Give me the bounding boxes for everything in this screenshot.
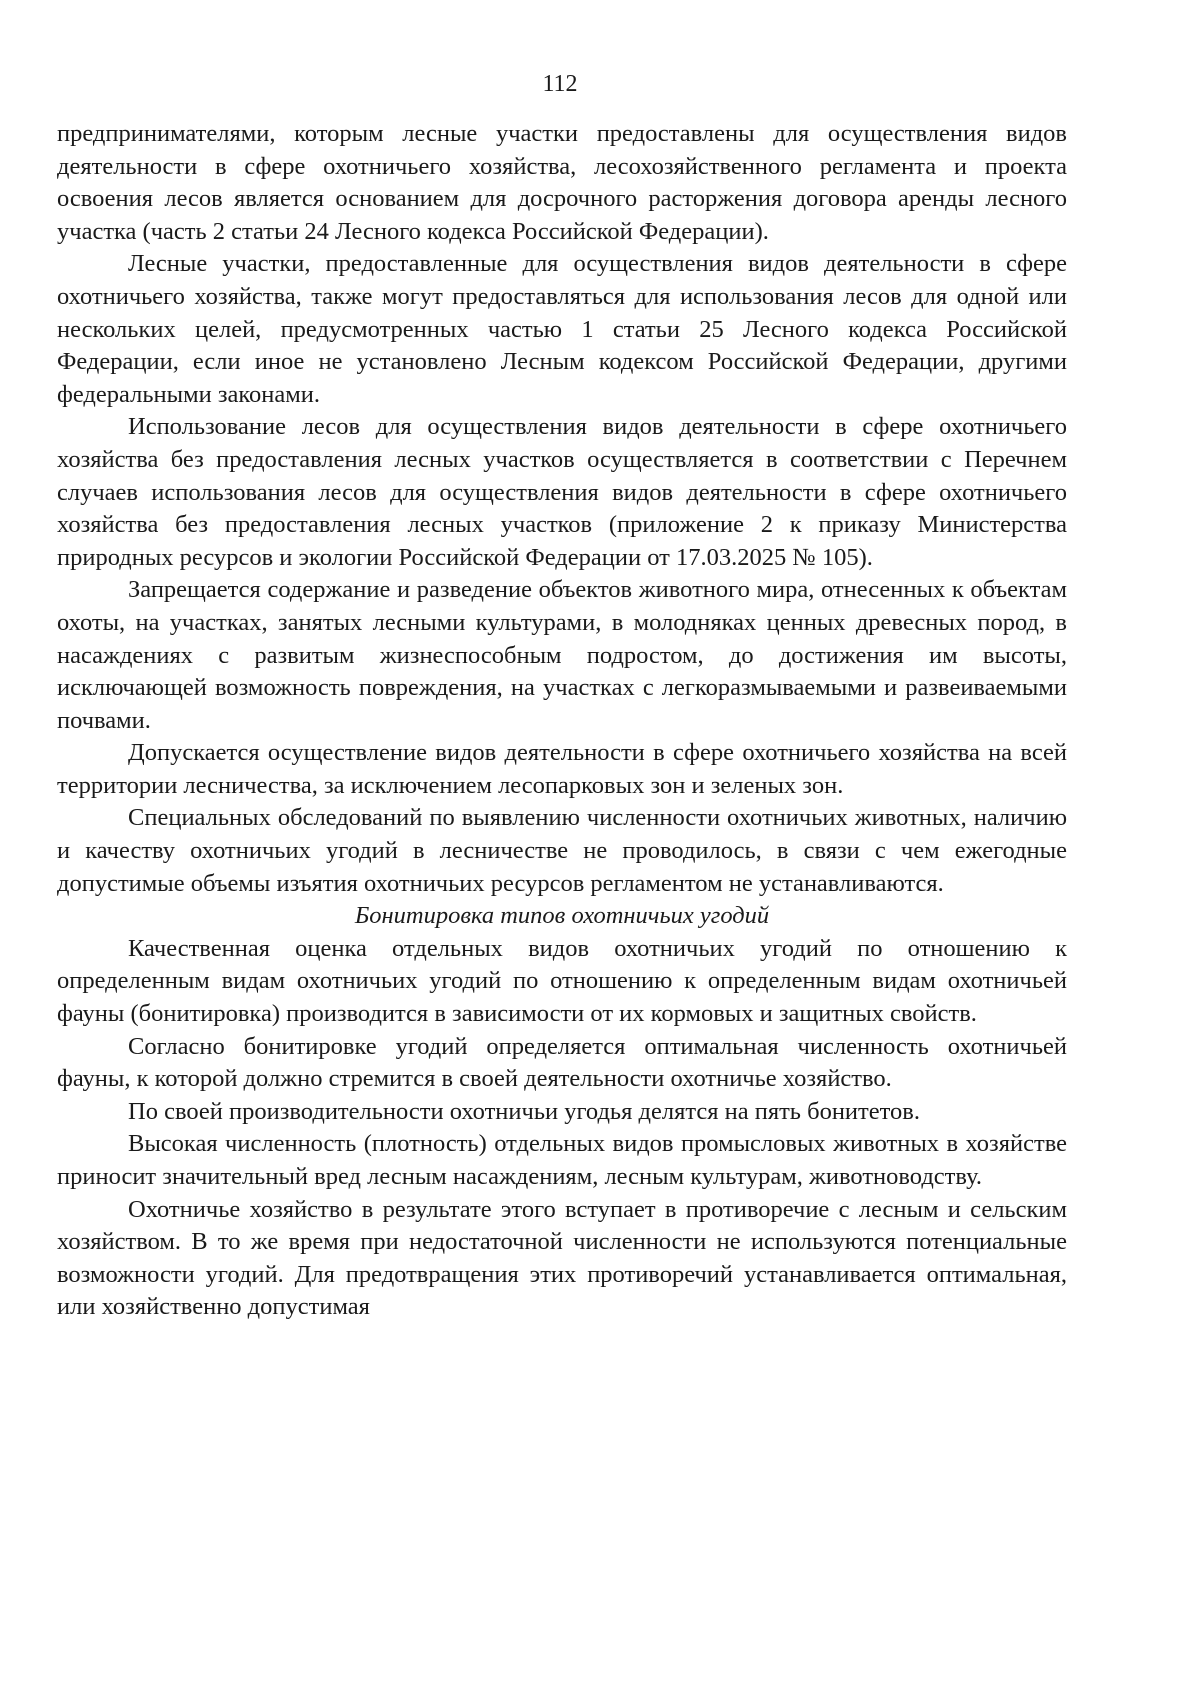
section-heading: Бонитировка типов охотничьих угодий bbox=[354, 902, 770, 930]
document-body bbox=[57, 118, 1067, 1324]
paragraph: Охотничье хозяйство в результате этого вступает в противоречие с лесным и сельским хозяйством. В то же время при недостаточной численности не используются потенциальные возможности угодий. Для предотвращения этих противоречий устанавливается оптимальная, или хозяйственно допустимая bbox=[57, 1195, 1067, 1321]
paragraph: Качественная оценка отдельных видов охотничьих угодий по отношению к определенным видам охотничьих угодий по отношению к определенным видам охотничьей фауны (бонитировка) производится в зависимости от их кормовых и защитных свойств. bbox=[57, 934, 1067, 1028]
paragraph: Специальных обследований по выявлению численности охотничьих животных, наличию и качеству охотничьих угодий в лесничестве не проводилось, в связи с чем ежегодные допустимые объемы изъятия охотничьих ресурсов регламентом не устанавливаются. bbox=[57, 804, 1067, 897]
paragraph: Допускается осуществление видов деятельности в сфере охотничьего хозяйства на всей территории лесничества, за исключением лесопарковых зон и зеленых зон. bbox=[57, 739, 1067, 799]
paragraph: Согласно бонитировке угодий определяется оптимальная численность охотничьей фауны, к которой должно стремится в своей деятельности охотничье хозяйство. bbox=[57, 1032, 1067, 1093]
paragraph: Запрещается содержание и разведение объектов животного мира, отнесенных к объектам охоты, на участках, занятых лесными культурами, в молодняках ценных древесных пород, в насаждениях с развитым жизнеспособным подростом, до достижения им высоты, исключающей возможность повреждения, на участках с легкоразмываемыми и развеиваемыми почвами. bbox=[57, 576, 1067, 734]
paragraph: предпринимателями, которым лесные участки предоставлены для осуществления видов деятельности в сфере охотничьего хозяйства, лесохозяйственного регламента и проекта освоения лесов является основанием для досрочного расторжения договора аренды лесного участка (часть 2 статьи 24 Лесного кодекса Российской Федерации). bbox=[57, 120, 1067, 245]
paragraph: Лесные участки, предоставленные для осуществления видов деятельности в сфере охотничьего хозяйства, также могут предоставляться для использования лесов для одной или нескольких целей, предусмотренных частью 1 статьи 25 Лесного кодекса Российской Федерации, если иное не установлено Лесным кодексом Российской Федерации, другими федеральными законами. bbox=[57, 250, 1067, 408]
page-number: 112 bbox=[542, 71, 578, 97]
paragraph: По своей производительности охотничьи угодья делятся на пять бонитетов. bbox=[128, 1097, 920, 1125]
paragraph: Использование лесов для осуществления видов деятельности в сфере охотничьего хозяйства без предоставления лесных участков осуществляется в соответствии с Перечнем случаев использования лесов для осуществления видов деятельности в сфере охотничьего хозяйства без предоставления лесных участков (приложение 2 к приказу Министерства природных ресурсов и экологии Российской Федерации от 17.03.2025 № 105). bbox=[57, 413, 1067, 571]
paragraph: Высокая численность (плотность) отдельных видов промысловых животных в хозяйстве приносит значительный вред лесным насаждениям, лесным культурам, животноводству. bbox=[57, 1130, 1067, 1190]
